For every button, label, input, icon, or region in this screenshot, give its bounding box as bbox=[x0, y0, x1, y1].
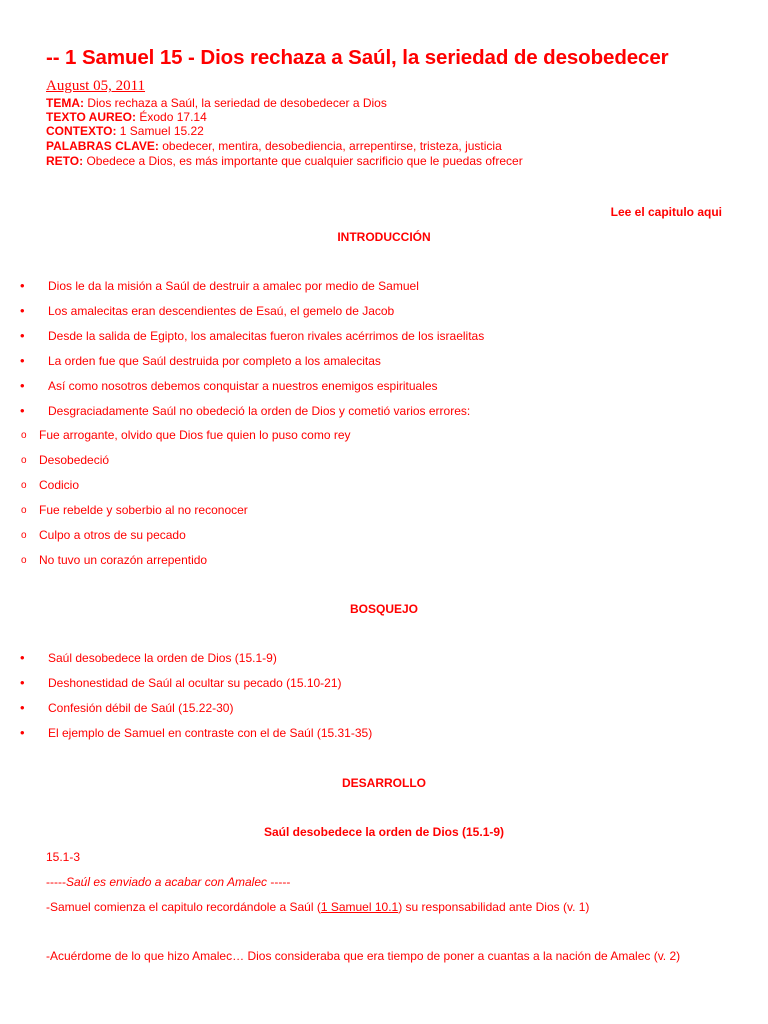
list-item bbox=[0, 701, 768, 726]
bullet-icon bbox=[20, 651, 25, 665]
bullet-icon bbox=[20, 379, 25, 393]
bullet-icon bbox=[20, 304, 25, 318]
meta-reto bbox=[46, 154, 523, 168]
sub-list-item-text: Culpo a otros de su pecado bbox=[39, 528, 186, 542]
outline-heading: BOSQUEJO bbox=[349, 602, 418, 616]
sub-list-item-text: Codicio bbox=[39, 478, 80, 492]
scripture-link[interactable]: 1 Samuel 10.1 bbox=[320, 900, 399, 914]
section-divider-text bbox=[46, 875, 290, 889]
list-item bbox=[0, 379, 768, 404]
bullet-icon bbox=[20, 404, 25, 418]
intro-bullet-list bbox=[0, 279, 768, 429]
bullet-icon bbox=[20, 354, 25, 368]
sub-list-item-text: Desobedeció bbox=[39, 453, 110, 467]
list-item-text: La orden fue que Saúl destruida por completo a los amalecitas bbox=[48, 354, 381, 368]
list-item-text: Desgraciadamente Saúl no obedeció la orden de Dios y cometió varios errores: bbox=[48, 404, 471, 418]
intro-sub-list bbox=[0, 428, 768, 578]
post-date[interactable]: August 05, 2011 bbox=[46, 78, 146, 94]
list-item-text: Los amalecitas eran descendientes de Esaú, el gemelo de Jacob bbox=[48, 304, 395, 318]
list-item bbox=[0, 279, 768, 304]
sub-list-item bbox=[0, 528, 768, 553]
bullet-icon bbox=[20, 676, 25, 690]
sub-list-item-text: No tuvo un corazón arrepentido bbox=[39, 553, 208, 567]
list-item-text: El ejemplo de Samuel en contraste con el de Saúl (15.31-35) bbox=[48, 726, 373, 740]
contexto-value: 1 Samuel 15.22 bbox=[119, 124, 204, 138]
meta-tema bbox=[46, 96, 387, 110]
circle-bullet-icon: o bbox=[21, 530, 27, 541]
sub-list-item-text: Fue rebelde y soberbio al no reconocer bbox=[39, 503, 248, 517]
reto-value: Obedece a Dios, es más importante que cualquier sacrificio que le puedas ofrecer bbox=[86, 154, 523, 168]
list-item-text: Deshonestidad de Saúl al ocultar su pecado (15.10-21) bbox=[48, 676, 342, 690]
meta-contexto bbox=[46, 124, 204, 138]
paragraph-1 bbox=[46, 900, 589, 914]
dash-suffix: ----- bbox=[267, 875, 291, 889]
verse-reference: 15.1-3 bbox=[46, 850, 81, 864]
palabras-clave-label: PALABRAS CLAVE: bbox=[46, 139, 159, 153]
texto-aureo-label: TEXTO AUREO: bbox=[46, 110, 137, 124]
bullet-icon bbox=[20, 279, 25, 293]
paragraph-1-before: -Samuel comienza el capitulo recordándole a Saúl ( bbox=[46, 900, 321, 914]
outline-bullet-list bbox=[0, 651, 768, 751]
list-item-text: Desde la salida de Egipto, los amalecitas fueron rivales acérrimos de los israelitas bbox=[48, 329, 485, 343]
list-item bbox=[0, 676, 768, 701]
circle-bullet-icon: o bbox=[21, 555, 27, 566]
paragraph-2: -Acuérdome de lo que hizo Amalec… Dios consideraba que era tiempo de poner a cuantas a la nación de Amalec (v. 2) bbox=[46, 949, 681, 963]
list-item bbox=[0, 304, 768, 329]
circle-bullet-icon: o bbox=[21, 455, 27, 466]
sub-list-item bbox=[0, 428, 768, 453]
bullet-icon bbox=[20, 701, 25, 715]
sub-list-item bbox=[0, 478, 768, 503]
tema-label: TEMA: bbox=[46, 96, 84, 110]
contexto-label: CONTEXTO: bbox=[46, 124, 117, 138]
list-item-text: Confesión débil de Saúl (15.22-30) bbox=[48, 701, 234, 715]
bullet-icon bbox=[20, 726, 25, 740]
circle-bullet-icon: o bbox=[21, 480, 27, 491]
paragraph-1-after: ) su responsabilidad ante Dios (v. 1) bbox=[398, 900, 590, 914]
meta-palabras-clave bbox=[46, 139, 502, 153]
tema-value: Dios rechaza a Saúl, la seriedad de desobedecer a Dios bbox=[87, 96, 387, 110]
page-title: -- 1 Samuel 15 - Dios rechaza a Saúl, la seriedad de desobedecer bbox=[46, 46, 669, 69]
read-chapter-link[interactable]: Lee el capitulo aqui bbox=[610, 205, 722, 219]
sub-list-item-text: Fue arrogante, olvido que Dios fue quien lo puso como rey bbox=[39, 428, 351, 442]
list-item-text: Así como nosotros debemos conquistar a nuestros enemigos espirituales bbox=[48, 379, 438, 393]
list-item bbox=[0, 329, 768, 354]
list-item bbox=[0, 726, 768, 751]
sub-list-item bbox=[0, 503, 768, 528]
bullet-icon bbox=[20, 329, 25, 343]
development-heading: DESARROLLO bbox=[342, 776, 426, 790]
dash-prefix: ----- bbox=[46, 875, 66, 889]
section-caption: Saúl es enviado a acabar con Amalec bbox=[65, 875, 267, 889]
texto-aureo-value: Éxodo 17.14 bbox=[139, 110, 207, 124]
development-subheading: Saúl desobedece la orden de Dios (15.1-9) bbox=[263, 825, 505, 839]
list-item bbox=[0, 354, 768, 379]
list-item-text: Dios le da la misión a Saúl de destruir a amalec por medio de Samuel bbox=[48, 279, 419, 293]
circle-bullet-icon: o bbox=[21, 430, 27, 441]
sub-list-item bbox=[0, 553, 768, 578]
palabras-clave-value: obedecer, mentira, desobediencia, arrepentirse, tristeza, justicia bbox=[162, 139, 502, 153]
list-item bbox=[0, 404, 768, 429]
list-item bbox=[0, 651, 768, 676]
reto-label: RETO: bbox=[46, 154, 84, 168]
meta-texto-aureo bbox=[46, 110, 207, 124]
sub-list-item bbox=[0, 453, 768, 478]
list-item-text: Saúl desobedece la orden de Dios (15.1-9) bbox=[48, 651, 277, 665]
intro-heading: INTRODUCCIÓN bbox=[337, 230, 431, 244]
circle-bullet-icon: o bbox=[21, 505, 27, 516]
